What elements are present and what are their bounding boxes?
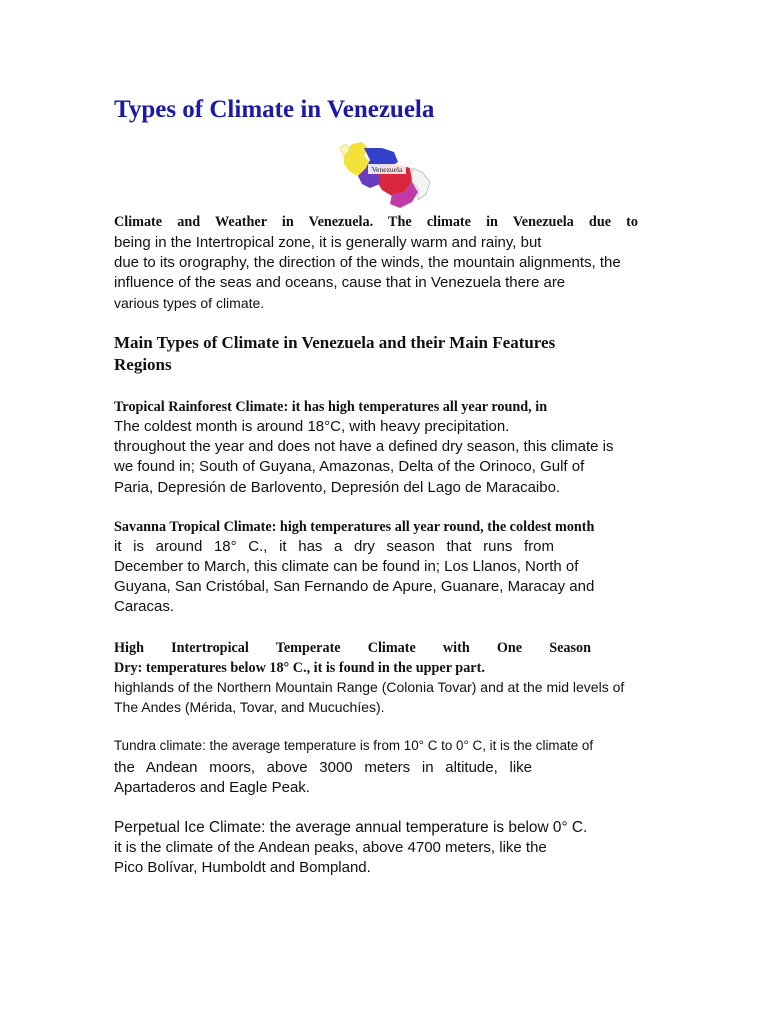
savanna-line-4: Guyana, San Cristóbal, San Fernando de Apure, Guanare, Maracay and [114, 578, 595, 595]
intro-line-1: Climate and Weather in Venezuela. The climate in Venezuela due to [114, 214, 638, 230]
section-heading-line-1: Main Types of Climate in Venezuela and their Main Features [114, 333, 556, 352]
temperate-line-3: highlands of the Northern Mountain Range (Colonia Tovar) and at the mid levels of [114, 679, 625, 695]
temperate-line-2: Dry: temperatures below 18° C., it is found in the upper part. [114, 660, 485, 676]
page-title: Types of Climate in Venezuela [114, 96, 435, 123]
ice-line-3: Pico Bolívar, Humboldt and Bompland. [114, 859, 371, 876]
savanna-line-5: Caracas. [114, 598, 175, 615]
savanna-heading: Savanna Tropical Climate: high temperatures all year round, the coldest month [114, 519, 595, 535]
rainforest-heading: Tropical Rainforest Climate: it has high temperatures all year round, in [114, 399, 548, 415]
intro-line-2: being in the Intertropical zone, it is generally warm and rainy, but [114, 234, 542, 251]
savanna-line-2: it is around 18° C., it has a dry season that runs from [114, 538, 554, 555]
temperate-heading: High Intertropical Temperate Climate with One Season [114, 640, 591, 656]
ice-line-1: Perpetual Ice Climate: the average annual temperature is below 0° C. [114, 819, 588, 836]
ice-line-2: it is the climate of the Andean peaks, above 4700 meters, like the [114, 839, 547, 856]
section-heading-line-2: Regions [114, 355, 172, 374]
intro-line-5: various types of climate. [114, 295, 265, 311]
venezuela-map-image [338, 138, 436, 212]
intro-line-3: due to its orography, the direction of the winds, the mountain alignments, the [114, 254, 621, 271]
rainforest-line-5: Paria, Depresión de Barlovento, Depresión del Lago de Maracaibo. [114, 479, 561, 496]
temperate-line-4: The Andes (Mérida, Tovar, and Mucuchíes). [114, 699, 385, 715]
tundra-line-3: Apartaderos and Eagle Peak. [114, 779, 310, 796]
savanna-line-3: December to March, this climate can be found in; Los Llanos, North of [114, 558, 579, 575]
rainforest-line-2: The coldest month is around 18°C, with heavy precipitation. [114, 418, 510, 435]
intro-line-4: influence of the seas and oceans, cause that in Venezuela there are [114, 274, 566, 291]
tundra-line-1: Tundra climate: the average temperature is from 10° C to 0° C, it is the climate of [114, 738, 594, 753]
rainforest-line-4: we found in; South of Guyana, Amazonas, Delta of the Orinoco, Gulf of [114, 458, 585, 475]
tundra-line-2: the Andean moors, above 3000 meters in altitude, like [114, 759, 532, 776]
rainforest-line-3: throughout the year and does not have a defined dry season, this climate is [114, 438, 614, 455]
map-label: Venezuela [371, 165, 403, 174]
